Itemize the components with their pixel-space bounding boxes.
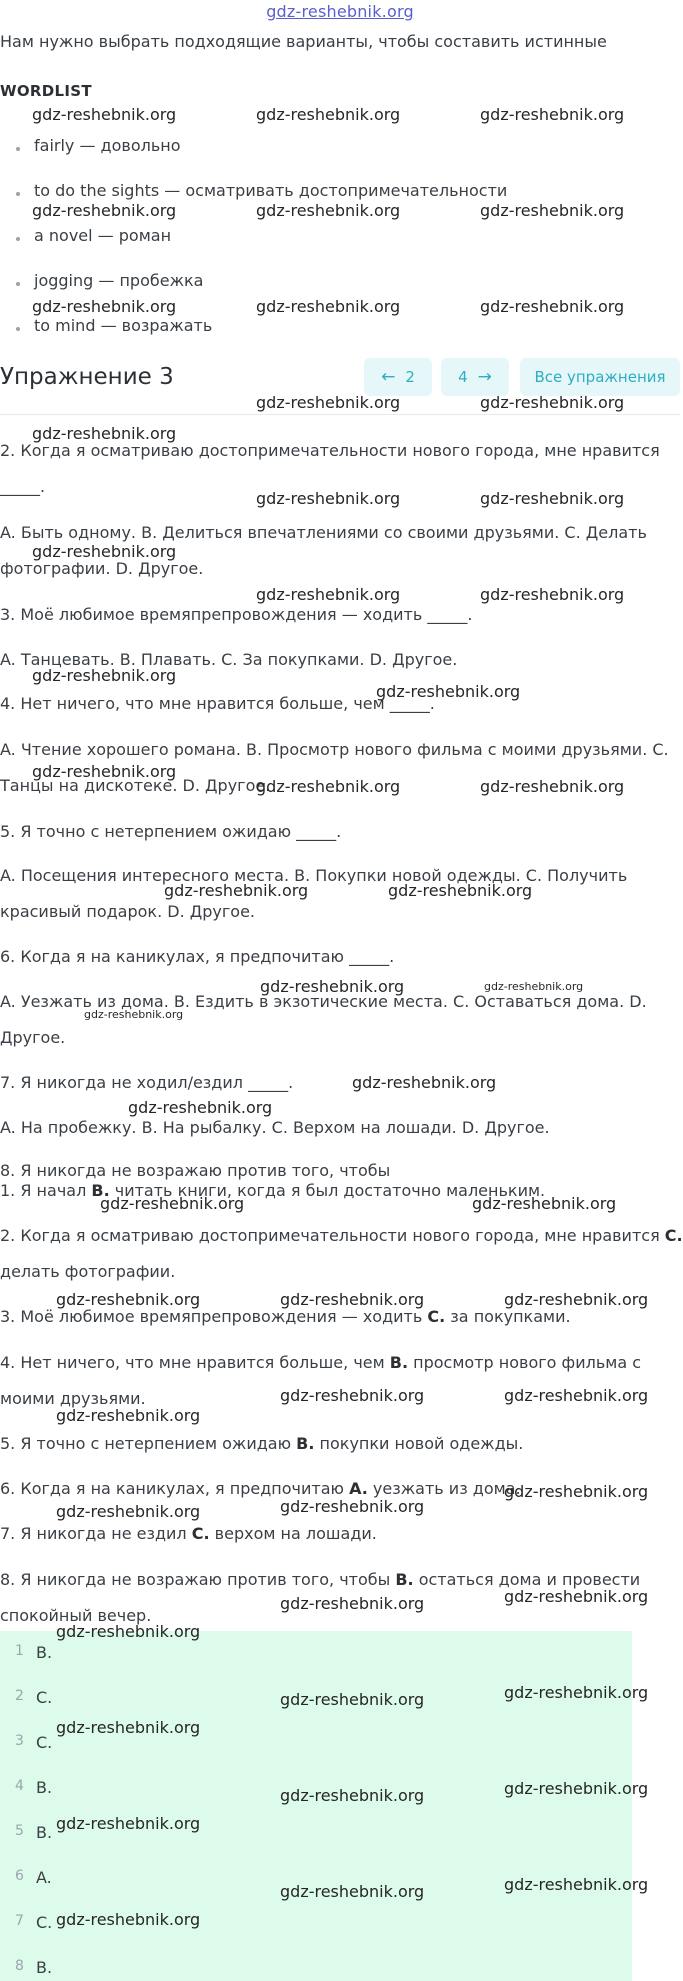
watermark: gdz-reshebnik.org bbox=[100, 1194, 245, 1213]
watermark: gdz-reshebnik.org bbox=[256, 777, 401, 796]
next-exercise-button[interactable] bbox=[441, 358, 509, 396]
watermark: gdz-reshebnik.org bbox=[32, 105, 177, 124]
solution-line: 2. Когда я осматриваю достопримечательности нового города, мне нравится C. bbox=[0, 1226, 683, 1245]
watermark: gdz-reshebnik.org bbox=[256, 489, 401, 508]
watermark: gdz-reshebnik.org bbox=[376, 682, 521, 701]
watermark: gdz-reshebnik.org bbox=[56, 1814, 201, 1833]
watermark: gdz-reshebnik.org bbox=[32, 297, 177, 316]
question-line: A. Быть одному. B. Делиться впечатлениями со своими друзьями. C. Делать bbox=[0, 523, 647, 542]
watermark: gdz-reshebnik.org bbox=[388, 881, 533, 900]
question-line: A. На пробежку. B. На рыбалку. C. Верхом на лошади. D. Другое. bbox=[0, 1118, 550, 1137]
wordlist-title: WORDLIST bbox=[0, 82, 92, 100]
question-line: 5. Я точно с нетерпением ожидаю _____. bbox=[0, 822, 342, 841]
question-line: 7. Я никогда не ходил/ездил _____. bbox=[0, 1073, 294, 1092]
watermark: gdz-reshebnik.org bbox=[280, 1786, 425, 1805]
watermark: gdz-reshebnik.org bbox=[504, 1779, 649, 1798]
question-line: красивый подарок. D. Другое. bbox=[0, 902, 256, 921]
question-line: A. Чтение хорошего романа. B. Просмотр нового фильма с моими друзьями. C. bbox=[0, 740, 669, 759]
question-line: 2. Когда я осматриваю достопримечательности нового города, мне нравится bbox=[0, 441, 660, 460]
watermark: gdz-reshebnik.org bbox=[280, 1882, 425, 1901]
watermark: gdz-reshebnik.org bbox=[472, 1194, 617, 1213]
site-logo[interactable]: gdz-reshebnik.org bbox=[266, 2, 414, 21]
prev-exercise-button[interactable] bbox=[364, 358, 432, 396]
solution-line: моими друзьями. bbox=[0, 1389, 146, 1408]
watermark: gdz-reshebnik.org bbox=[56, 1290, 201, 1309]
solution-line: 5. Я точно с нетерпением ожидаю B. покупки новой одежды. bbox=[0, 1434, 524, 1453]
watermark: gdz-reshebnik.org bbox=[280, 1690, 425, 1709]
watermark: gdz-reshebnik.org bbox=[32, 762, 177, 781]
watermark: gdz-reshebnik.org bbox=[280, 1386, 425, 1405]
watermark: gdz-reshebnik.org bbox=[504, 1587, 649, 1606]
watermark: gdz-reshebnik.org bbox=[164, 881, 309, 900]
watermark: gdz-reshebnik.org bbox=[504, 1482, 649, 1501]
solution-line: спокойный вечер. bbox=[0, 1606, 152, 1625]
watermark: gdz-reshebnik.org bbox=[504, 1290, 649, 1309]
watermark: gdz-reshebnik.org bbox=[84, 1008, 184, 1021]
question-line: Другое. bbox=[0, 1028, 66, 1047]
watermark: gdz-reshebnik.org bbox=[32, 201, 177, 220]
question-line: A. Посещения интересного места. B. Покупки новой одежды. C. Получить bbox=[0, 866, 628, 885]
solution-line: 1. Я начал B. читать книги, когда я был достаточно маленьким. bbox=[0, 1181, 546, 1200]
watermark: gdz-reshebnik.org bbox=[480, 297, 625, 316]
solution-line: делать фотографии. bbox=[0, 1262, 176, 1281]
watermark: gdz-reshebnik.org bbox=[32, 424, 177, 443]
watermark: gdz-reshebnik.org bbox=[32, 666, 177, 685]
all-exercises-label: Все упражнения bbox=[534, 368, 666, 386]
question-line: 4. Нет ничего, что мне нравится больше, чем _____. bbox=[0, 694, 435, 713]
watermark: gdz-reshebnik.org bbox=[56, 1718, 201, 1737]
watermark: gdz-reshebnik.org bbox=[56, 1502, 201, 1521]
question-line: 6. Когда я на каникулах, я предпочитаю _____. bbox=[0, 947, 395, 966]
watermark: gdz-reshebnik.org bbox=[128, 1098, 273, 1117]
watermark: gdz-reshebnik.org bbox=[480, 105, 625, 124]
watermark: gdz-reshebnik.org bbox=[480, 489, 625, 508]
wordlist-item: jogging — пробежка bbox=[18, 271, 203, 290]
exercise-title: Упражнение 3 bbox=[0, 364, 174, 390]
question-line: фотографии. D. Другое. bbox=[0, 559, 204, 578]
watermark: gdz-reshebnik.org bbox=[56, 1622, 201, 1641]
answers-box: 1 B. 2 C. 3 C. 4 B. 5 B. 6 A. 7 C. 8 B. bbox=[0, 1631, 632, 1981]
solution-line: 8. Я никогда не возражаю против того, чтобы B. остаться дома и провести bbox=[0, 1570, 641, 1589]
watermark: gdz-reshebnik.org bbox=[280, 1497, 425, 1516]
arrow-left-icon: ← bbox=[381, 367, 396, 387]
wordlist-item: to mind — возражать bbox=[18, 316, 212, 335]
question-line: A. Танцевать. B. Плавать. C. За покупками. D. Другое. bbox=[0, 650, 458, 669]
watermark: gdz-reshebnik.org bbox=[480, 585, 625, 604]
cut-question-line: 8. Я никогда не возражаю против того, чтобы bbox=[0, 1161, 391, 1180]
watermark: gdz-reshebnik.org bbox=[260, 977, 405, 996]
arrow-right-icon: → bbox=[477, 367, 492, 387]
watermark: gdz-reshebnik.org bbox=[504, 1875, 649, 1894]
wordlist-item: fairly — довольно bbox=[18, 136, 181, 155]
intro-text: Нам нужно выбрать подходящие варианты, чтобы составить истинные bbox=[0, 32, 607, 51]
solution-line: 7. Я никогда не ездил C. верхом на лошади. bbox=[0, 1524, 377, 1543]
solution-line: 4. Нет ничего, что мне нравится больше, чем B. просмотр нового фильма с bbox=[0, 1353, 641, 1372]
watermark: gdz-reshebnik.org bbox=[484, 980, 584, 993]
question-line: 3. Моё любимое времяпрепровождения — ходить _____. bbox=[0, 605, 473, 624]
watermark: gdz-reshebnik.org bbox=[280, 1290, 425, 1309]
watermark: gdz-reshebnik.org bbox=[280, 1594, 425, 1613]
watermark: gdz-reshebnik.org bbox=[256, 297, 401, 316]
solution-line: 3. Моё любимое времяпрепровождения — ходить C. за покупками. bbox=[0, 1307, 571, 1326]
watermark: gdz-reshebnik.org bbox=[256, 585, 401, 604]
wordlist-item: to do the sights — осматривать достопримечательности bbox=[18, 181, 507, 200]
watermark: gdz-reshebnik.org bbox=[352, 1073, 497, 1092]
question-line: A. Уезжать из дома. B. Ездить в экзотические места. C. Оставаться дома. D. bbox=[0, 992, 647, 1011]
watermark: gdz-reshebnik.org bbox=[480, 393, 625, 412]
question-line: Танцы на дискотеке. D. Другое. bbox=[0, 776, 271, 795]
watermark: gdz-reshebnik.org bbox=[256, 105, 401, 124]
watermark: gdz-reshebnik.org bbox=[480, 777, 625, 796]
watermark: gdz-reshebnik.org bbox=[56, 1406, 201, 1425]
wordlist-item: a novel — роман bbox=[18, 226, 171, 245]
next-exercise-label: 4 bbox=[458, 368, 468, 386]
watermark: gdz-reshebnik.org bbox=[256, 393, 401, 412]
watermark: gdz-reshebnik.org bbox=[480, 201, 625, 220]
all-exercises-button[interactable] bbox=[520, 358, 680, 396]
prev-exercise-label: 2 bbox=[405, 368, 415, 386]
watermark: gdz-reshebnik.org bbox=[504, 1683, 649, 1702]
question-line: _____. bbox=[0, 477, 46, 496]
watermark: gdz-reshebnik.org bbox=[256, 201, 401, 220]
watermark: gdz-reshebnik.org bbox=[32, 542, 177, 561]
watermark: gdz-reshebnik.org bbox=[504, 1386, 649, 1405]
watermark: gdz-reshebnik.org bbox=[56, 1910, 201, 1929]
solution-line: 6. Когда я на каникулах, я предпочитаю A. уезжать из дома. bbox=[0, 1479, 521, 1498]
divider bbox=[0, 414, 680, 415]
